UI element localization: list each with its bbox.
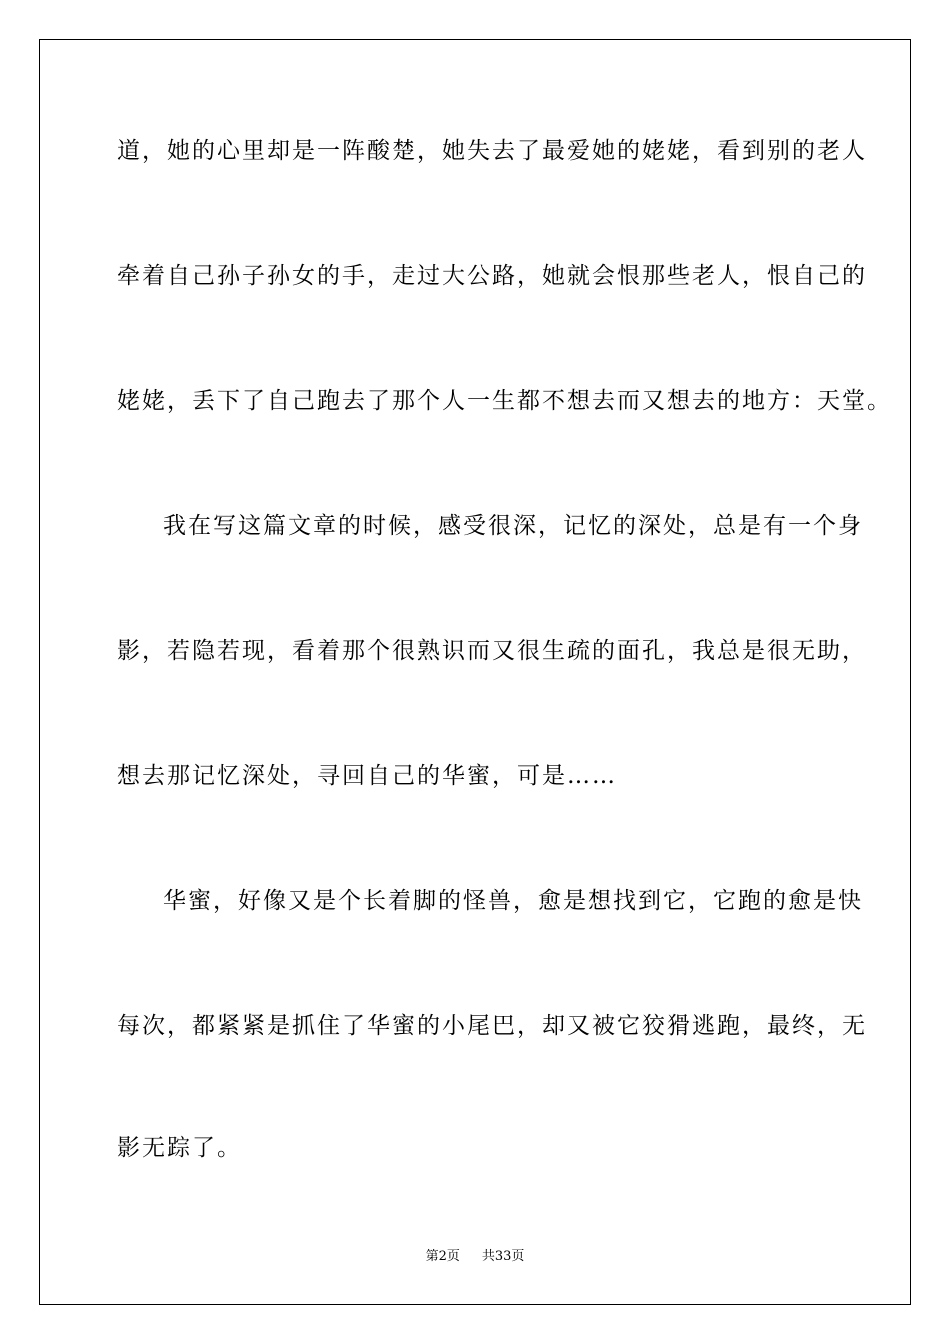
text-line-6: 想去那记忆深处，寻回自己的华蜜，可是…… bbox=[117, 763, 617, 789]
text-line-2: 牵着自己孙子孙女的手，走过大公路，她就会恨那些老人，恨自己的 bbox=[117, 263, 867, 289]
text-line-9: 影无踪了。 bbox=[117, 1135, 242, 1161]
text-line-4: 我在写这篇文章的时候，感受很深，记忆的深处，总是有一个身 bbox=[163, 513, 863, 539]
page-total: 共33页 bbox=[481, 1249, 525, 1264]
text-line-3: 姥姥，丢下了自己跑去了那个人一生都不想去而又想去的地方：天堂。 bbox=[117, 388, 892, 414]
page-border bbox=[39, 39, 911, 1305]
page-footer bbox=[0, 1248, 950, 1266]
text-line-5: 影，若隐若现，看着那个很熟识而又很生疏的面孔，我总是很无助， bbox=[117, 638, 867, 664]
text-line-1: 道，她的心里却是一阵酸楚，她失去了最爱她的姥姥，看到别的老人 bbox=[117, 138, 867, 164]
text-line-8: 每次，都紧紧是抓住了华蜜的小尾巴，却又被它狡猾逃跑，最终，无 bbox=[117, 1013, 867, 1039]
page-number: 第2页 bbox=[425, 1249, 460, 1264]
text-line-7: 华蜜，好像又是个长着脚的怪兽，愈是想找到它，它跑的愈是快 bbox=[163, 888, 863, 914]
